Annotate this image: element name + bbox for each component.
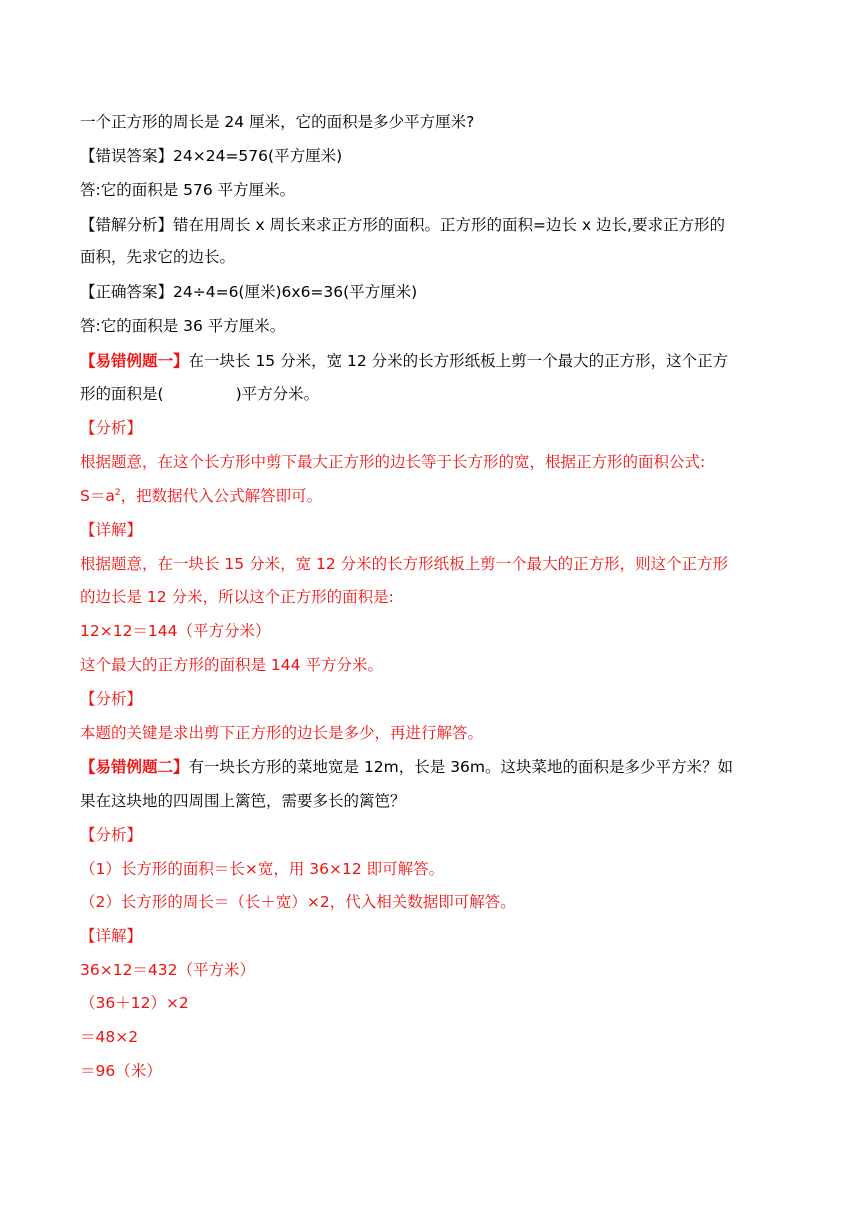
error-analysis-line-1 xyxy=(80,215,725,235)
example2-calc-1: 36×12＝432（平方米） xyxy=(80,961,256,979)
example2-question-line-1 xyxy=(80,757,733,777)
question-text: 一个正方形的周长是 24 厘米，它的面积是多少平方厘米? xyxy=(80,113,475,131)
wrong-conclusion: 答:它的面积是 576 平方厘米。 xyxy=(80,181,296,199)
example1-question-line-1 xyxy=(80,351,728,371)
example1-analysis-line-1: 根据题意，在这个长方形中剪下最大正方形的边长等于长方形的宽，根据正方形的面积公式: xyxy=(80,453,706,471)
wrong-answer-line xyxy=(80,146,342,166)
example2-tag: 【易错例题二】 xyxy=(80,758,189,776)
example2-calc-3: ＝48×2 xyxy=(80,1028,139,1046)
correct-answer: 24÷4=6(厘米)6x6=36(平方厘米) xyxy=(173,283,418,301)
example1-detail-line-1: 根据题意，在一块长 15 分米，宽 12 分米的长方形纸板上剪一个最大的正方形，则这个正方形 xyxy=(80,555,729,573)
example1-question-text: 在一块长 15 分米，宽 12 分米的长方形纸板上剪一个最大的正方形，这个正方 xyxy=(188,352,729,370)
example2-analysis-tag: 【分析】 xyxy=(80,826,143,844)
formula-pre: S＝a xyxy=(80,487,115,505)
correct-answer-tag: 【正确答案】 xyxy=(80,283,174,301)
example1-analysis-tag: 【分析】 xyxy=(80,419,143,437)
wrong-answer: 24×24=576(平方厘米) xyxy=(173,147,343,165)
example1-calculation: 12×12＝144（平方分米） xyxy=(80,622,271,640)
wrong-answer-tag: 【错误答案】 xyxy=(80,147,174,165)
formula-superscript: 2 xyxy=(114,487,121,498)
example2-detail-tag: 【详解】 xyxy=(80,927,143,945)
example2-calc-2: （36＋12）×2 xyxy=(80,994,189,1012)
example2-calc-4: ＝96（米） xyxy=(80,1062,162,1080)
formula-post: ，把数据代入公式解答即可。 xyxy=(120,487,323,505)
example2-question-text: 有一块长方形的菜地宽是 12m，长是 36m。这块菜地的面积是多少平方米？如 xyxy=(188,758,734,776)
example1-question-line-2 xyxy=(80,384,319,404)
error-analysis-tag: 【错解分析】 xyxy=(80,216,174,234)
example2-analysis-line-1: （1）长方形的面积＝长×宽，用 36×12 即可解答。 xyxy=(80,860,445,878)
example1-analysis2-text: 本题的关键是求出剪下正方形的边长是多少，再进行解答。 xyxy=(80,724,484,742)
example1-question-pre: 形的面积是( xyxy=(80,385,164,403)
example2-question-line-2: 果在这块地的四周围上篱笆，需要多长的篱笆？ xyxy=(80,792,406,810)
error-analysis-text: 错在用周长 x 周长来求正方形的面积。正方形的面积=边长 x 边长,要求正方形的 xyxy=(173,216,725,234)
correct-answer-line xyxy=(80,282,417,302)
error-analysis-line-2: 面积，先求它的边长。 xyxy=(80,248,236,266)
example1-conclusion: 这个最大的正方形的面积是 144 平方分米。 xyxy=(80,656,383,674)
example1-analysis2-tag: 【分析】 xyxy=(80,690,143,708)
example1-question-post: )平方分米。 xyxy=(235,385,320,403)
example1-tag: 【易错例题一】 xyxy=(80,352,189,370)
example1-detail-tag: 【详解】 xyxy=(80,521,143,539)
example2-analysis-line-2: （2）长方形的周长＝（长＋宽）×2，代入相关数据即可解答。 xyxy=(80,893,516,911)
example1-formula-line xyxy=(80,486,322,506)
example1-detail-line-2: 的边长是 12 分米，所以这个正方形的面积是: xyxy=(80,588,394,606)
correct-conclusion: 答:它的面积是 36 平方厘米。 xyxy=(80,317,286,335)
